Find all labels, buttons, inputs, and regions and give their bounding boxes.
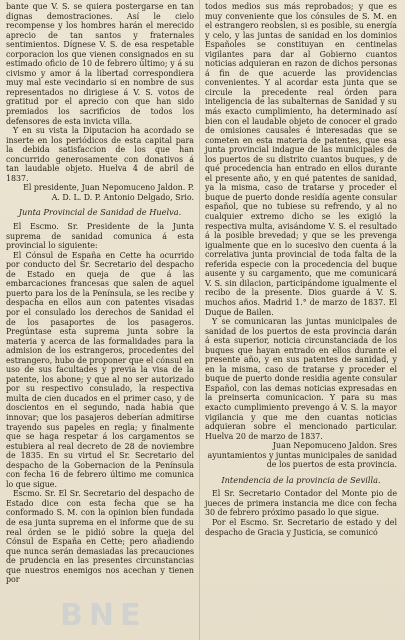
signature: Juan Nepomuceno Jaldon. Sres ayuntamientos y juntas municipales de sanidad de los puertos de esta provincia. [207, 441, 397, 470]
paragraph: El Escmo. Sr. Presidente de la Junta suprema de sanidad comunica á esta provincial lo siguiente: [6, 222, 194, 251]
signature: El presidente, Juan Nepomuceno Jaldon. P. A. D. L. D. P. Antonio Delgado, Srio. [23, 183, 194, 202]
paragraph: todos medios sus más reprobados; y que es muy conveniente que los cónsules de S. M. en el estrangero reobslen, si es posible, su energía y celo, y las juntas de sanidad en los dominios Españoles se constituyan en centinelas vigilantes para dar al Gobierno cuantos noticias adquieran en razon de dichos personas á fin de que acuerde las providencias convenientes. Y al acordar esta junta que se circule la precedente real órden para inteligencia de las subalternas de Sanidad y su más exacto cumplimiento, ha determinado así bien con el laudable objeto de conocer el grado de omisiones causales é interesadas que se cometen en esta materia de patentes, que esa junta provincial indague de las municipales de los puertos de su distrito cuantos buques, y de qué procedencia han entrado en ellos durante el presente año, y en qué patentes de sanidad, ya la misma, caso de tratarse y proceder el buque de puerto donde residía agente consular español, que no tubiese su refrendo, y al no cualquier extremo dicho se les exigió la respectiva multa, avisándome V. S. el resultado á la posible brevedad; y que se les prevenga igualmente que en lo sucesivo den cuenta á la correlativa junta provincial de toda falta de la referida especie con la procedencia del buque ausente y su cargamento, que me comunicará V. S. sin dilacion, participándome igualmente el recibo de la presente. Dios guarde á V. S. muchos años. Madrid 1.° de marzo de 1837. El Duque de Bailen. [205, 2, 397, 317]
section-heading: Junta Provincial de Sanidad de Huelva. [18, 207, 182, 218]
paragraph: El Cónsul de España en Cette ha ocurrido por conducto del Sr. Secretario del despacho de Estado en queja de que á las embarcaciones francesas que salen de aquel puerto para los de la Península, se les recibe y despacha en ellos aun con patentes visadas por el consulado los derechos de Sanidad el de los pasaportes de los pasageros. Pregúntase esta suprema junta sobre la materia y acerca de las formalidades para la admision de los estrangeros, procedentes del estrangero, hubo de proponer que el cónsul en uso de sus facultades y previa la visa de la patente, los abone; y que al no ser autorizado por su respectivo consulado, la respectiva multa de cien ducados en el primer caso, y de doscientos en el segundo, nada habia que innovar; que los pasajeros deberían admitirse trayendo sus papeles en regla; y finalmente que se haga respetar á los cargamentos se estubiera al real decreto de 28 de noviembre de 1835. En su virtud el Sr. Secretario del despacho de la Gobernacion de la Península con fecha 16 de febrero último me comunica lo que sigue. [6, 250, 194, 489]
left-column [6, 2, 194, 640]
paragraph: El Sr. Secretario Contador del Monte pio de jueces de primera instancia me dice con fecha 30 de febrero próximo pasado lo que sigue. [205, 489, 397, 518]
paragraph: bante que V. S. se quiera postergarse en tan dignas demostraciones. Así le cielo recompense y los hombres harán el merecido aprecio de tan santos y fraternales sentimientos. Dígnese V. S. de esa respetable corporacion los que vienen consignados en su estimado oficio de 10 de febrero último; y á su civismo y amor á la libertad correspondiera muy mal este vecindario si en nombre de sus representados no dirigiese á V. S. votos de gratitud por el aprecio con que han sido premiados los sacrificios de todos los defensores de esta invicta villa. [6, 2, 194, 126]
paragraph: Y en su vista la Diputacion ha acordado se inserte en los periódicos de esta capital para la debida satisfaccion de los que han concurrido generosamente con donativos á tan laudable objeto. Huelva 4 de abril de 1837. [6, 126, 194, 183]
column-divider [199, 0, 200, 640]
right-column [205, 2, 397, 640]
paragraph: Y se comunicaran las juntas municipales de sanidad de los puertos de esta provincia darán á esta superior, noticia circunstanciada de los buques que hayan entrado en ellos durante el presente año, y en sus patentes de sanidad, y en la misma, caso de tratarse y proceder el buque de puerto donde residia agente consular Español, con las demas noticias expresadas en la preinserta comunicacion. Y para su mas exacto cumplimiento prevengo á V. S. la mayor vigilancia y que me den cuantas noticias adquieran sobre el mencionado particular. Huelva 20 de marzo de 1837. [205, 317, 397, 441]
library-watermark: BNE [60, 598, 147, 633]
paragraph: Escmo. Sr. El Sr. Secretario del despacho de Estado dice con esta fecha que se ha conformado S. M. con la opinion bien fundada de esa junta suprema en el informe que de su real órden se le pidió sobre la queja del Cónsul de España en Cette; pero añadiendo que nunca serán demasiadas las precauciones de prudencia en las presentes circunstancias que nuestros enemigos nos acechan y tienen por [6, 489, 194, 585]
paragraph: Por el Escmo. Sr. Secretario de estado y del despacho de Gracia y Justicia, se comunicó [205, 517, 397, 537]
section-heading: Intendencia de la provincia de Sevilla. [221, 474, 381, 485]
